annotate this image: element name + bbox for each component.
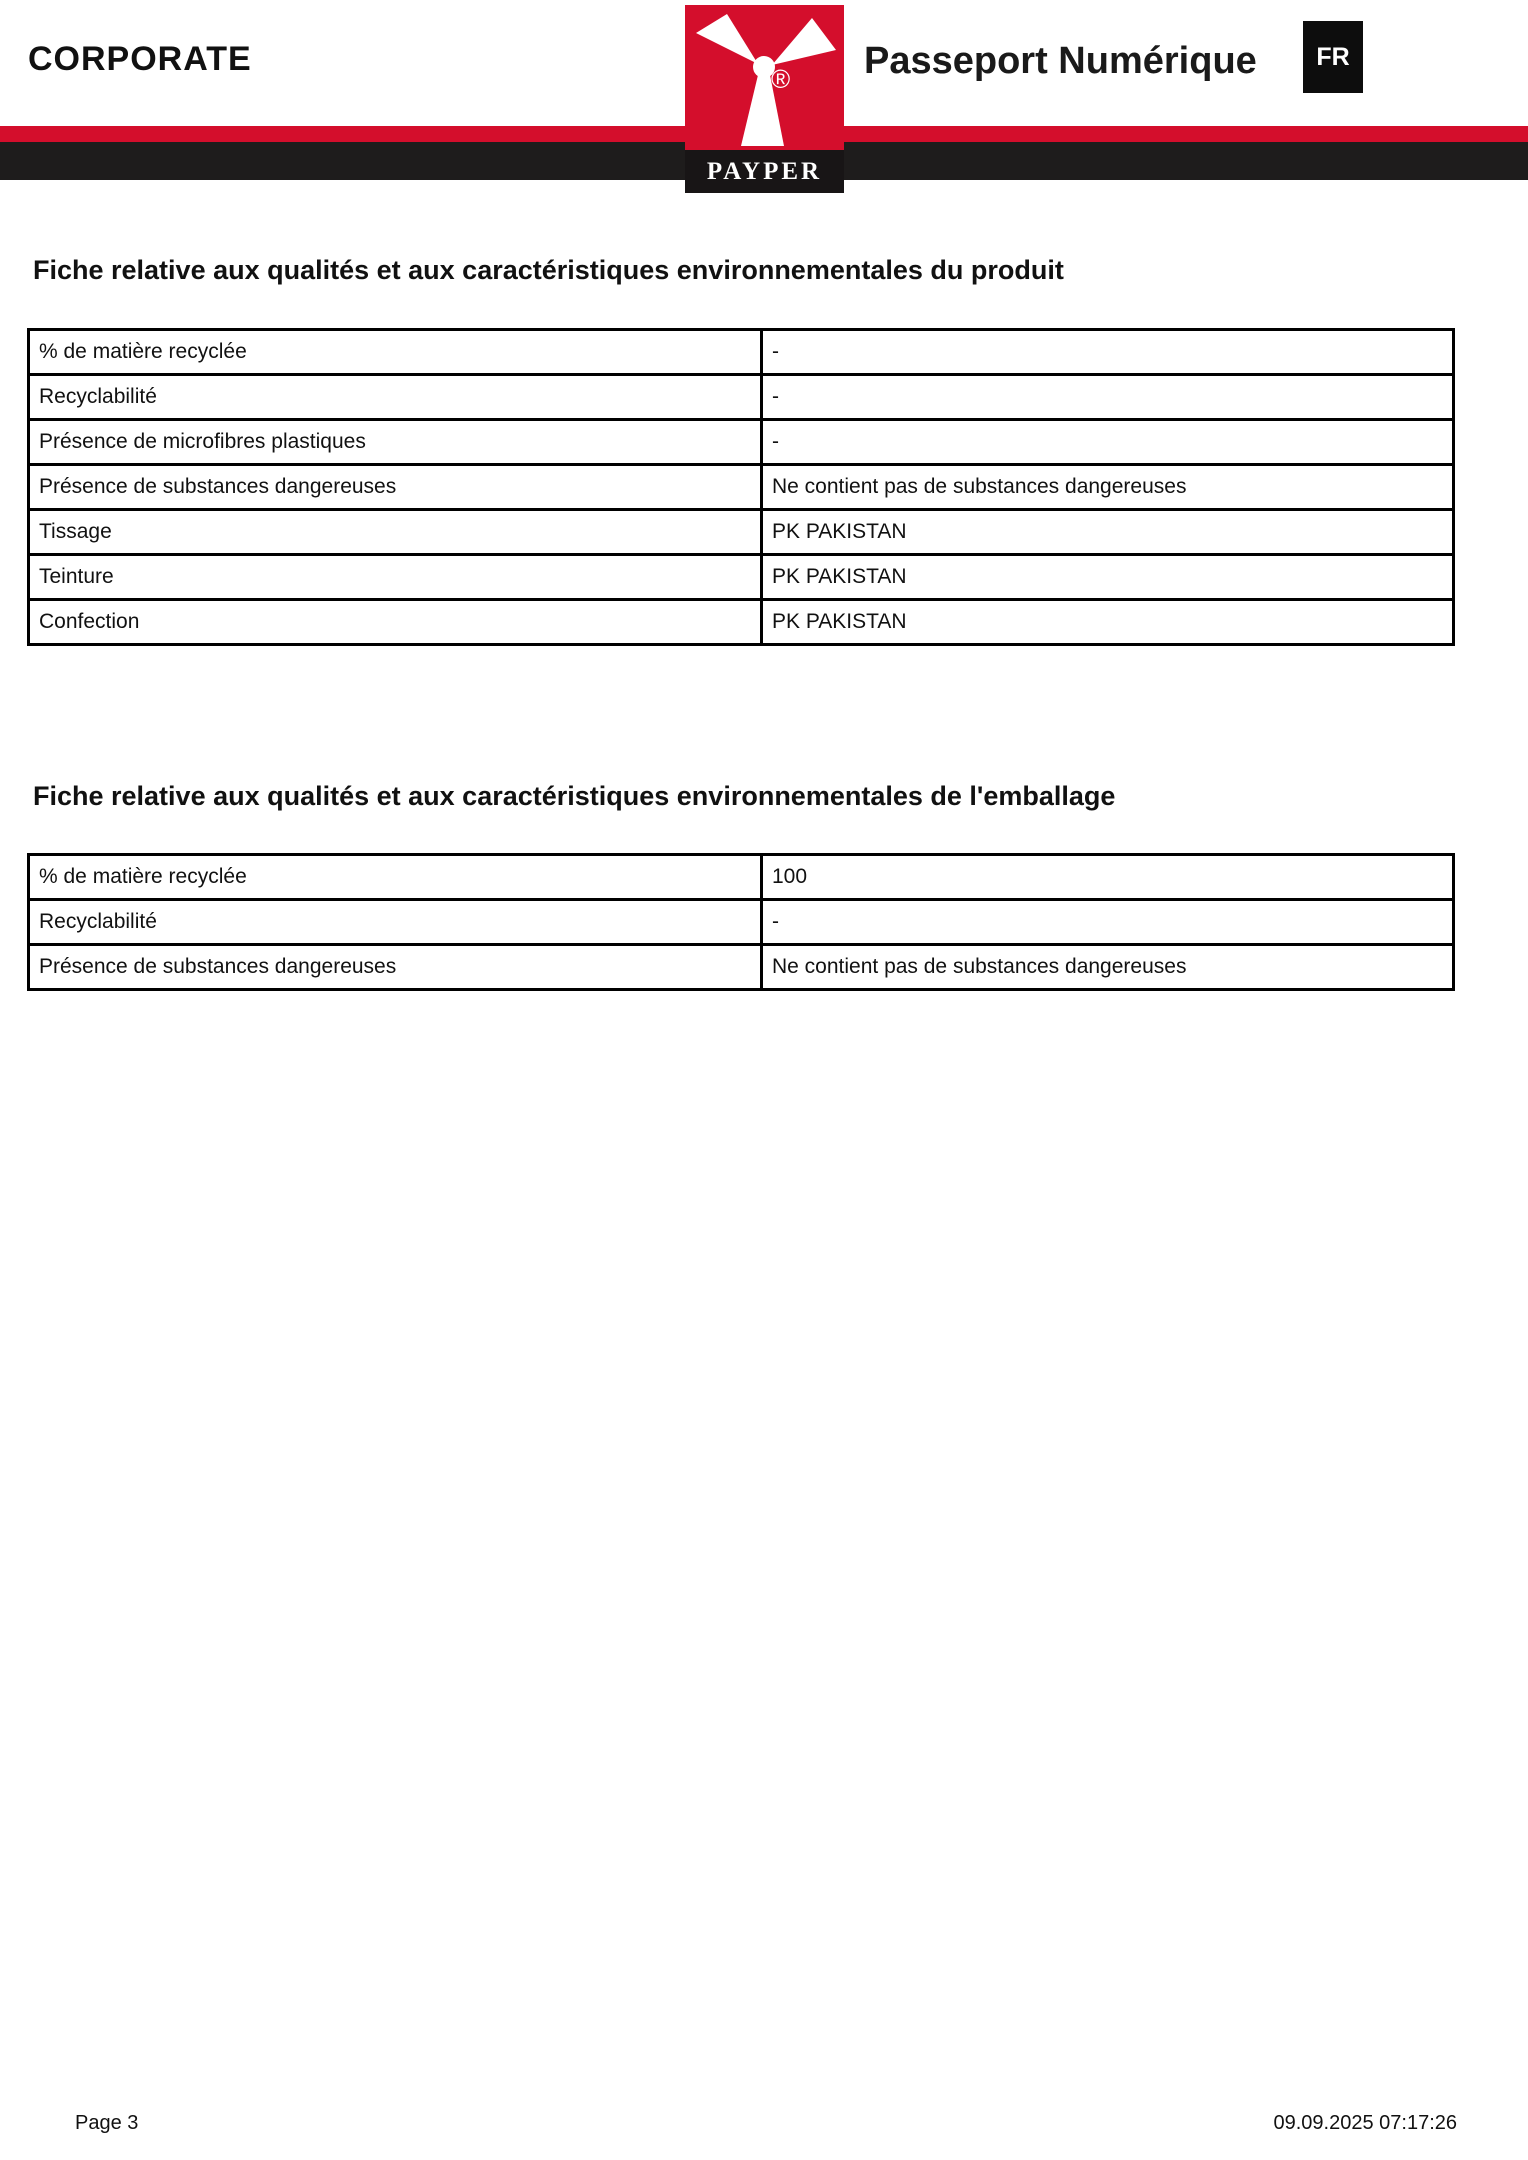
product-environment-table — [27, 328, 1455, 646]
row-label: Tissage — [29, 510, 762, 555]
row-label: % de matière recyclée — [29, 855, 762, 900]
timestamp: 09.09.2025 07:17:26 — [1273, 2112, 1457, 2134]
packaging-environment-table — [27, 853, 1455, 991]
table-row — [29, 330, 1454, 375]
row-label: % de matière recyclée — [29, 330, 762, 375]
brand-title: CORPORATE — [28, 40, 252, 78]
table-row — [29, 465, 1454, 510]
row-value: - — [762, 375, 1454, 420]
row-value: - — [762, 900, 1454, 945]
row-value: PK PAKISTAN — [762, 510, 1454, 555]
row-value: PK PAKISTAN — [762, 555, 1454, 600]
table-row — [29, 555, 1454, 600]
table-row — [29, 855, 1454, 900]
row-label: Présence de substances dangereuses — [29, 945, 762, 990]
row-value: PK PAKISTAN — [762, 600, 1454, 645]
row-label: Recyclabilité — [29, 900, 762, 945]
row-label: Présence de microfibres plastiques — [29, 420, 762, 465]
row-value: - — [762, 420, 1454, 465]
row-label: Confection — [29, 600, 762, 645]
row-label: Recyclabilité — [29, 375, 762, 420]
row-value: Ne contient pas de substances dangereuses — [762, 465, 1454, 510]
row-value: Ne contient pas de substances dangereuses — [762, 945, 1454, 990]
payper-wordmark: PAYPER — [685, 150, 844, 193]
table-row — [29, 600, 1454, 645]
registered-trademark-icon: ® — [771, 64, 791, 94]
section-heading-product: Fiche relative aux qualités et aux caractéristiques environnementales du produit — [33, 255, 1064, 285]
row-value: 100 — [762, 855, 1454, 900]
table-row — [29, 375, 1454, 420]
payper-logo — [685, 5, 844, 193]
page-title: Passeport Numérique — [864, 40, 1257, 82]
table-row — [29, 945, 1454, 990]
table-row — [29, 420, 1454, 465]
row-label: Présence de substances dangereuses — [29, 465, 762, 510]
table-row — [29, 510, 1454, 555]
page-number: Page 3 — [75, 2112, 139, 2134]
row-label: Teinture — [29, 555, 762, 600]
section-heading-packaging: Fiche relative aux qualités et aux caractéristiques environnementales de l'emballage — [33, 781, 1116, 811]
payper-logo-icon — [685, 5, 844, 150]
table-row — [29, 900, 1454, 945]
row-value: - — [762, 330, 1454, 375]
language-badge: FR — [1303, 21, 1363, 93]
